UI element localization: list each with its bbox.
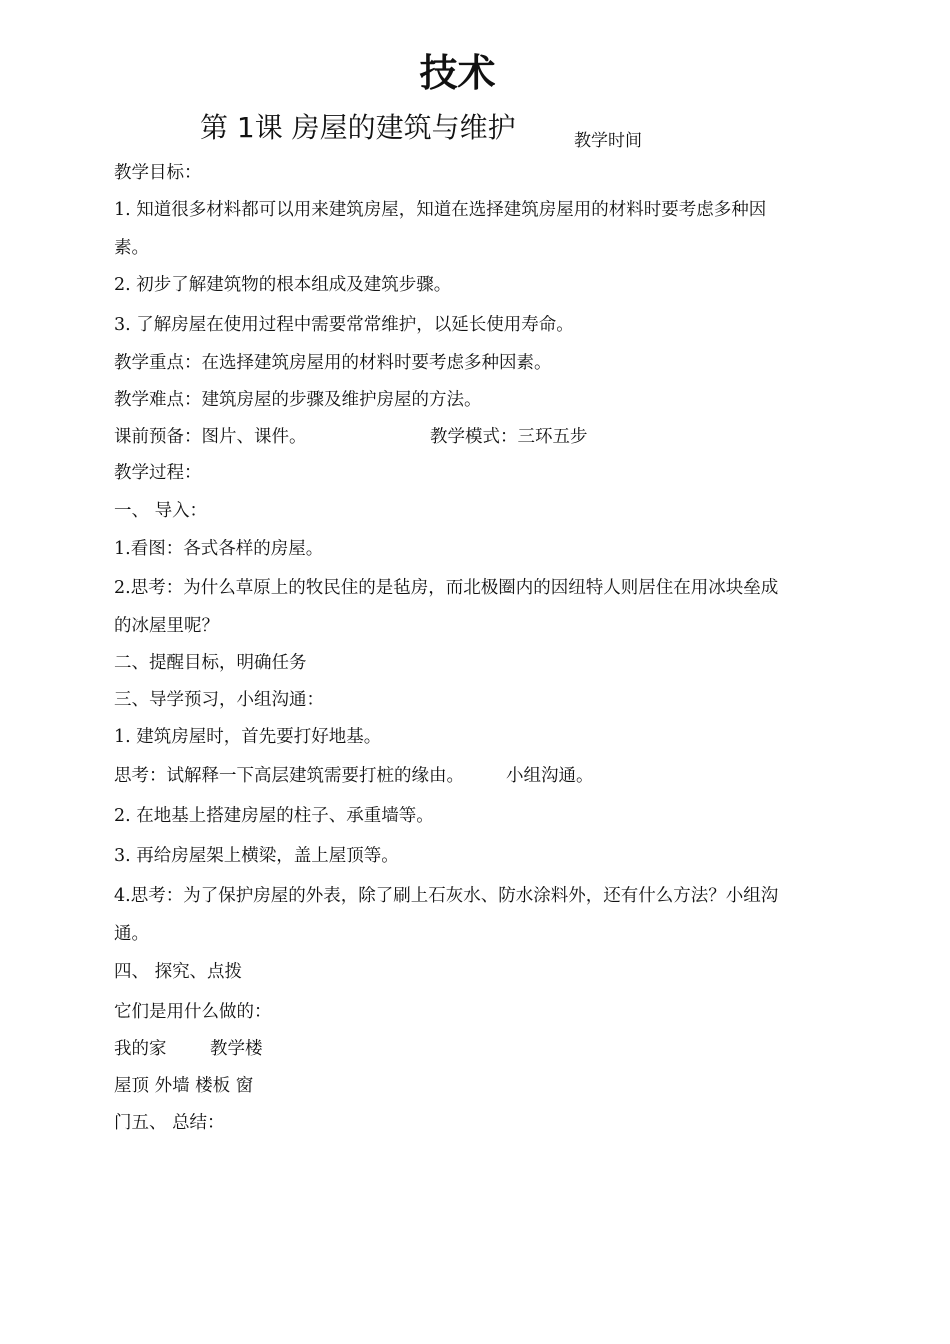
teaching-time-label: 教学时间 [574, 131, 642, 151]
objective-1: 1. 知道很多材料都可以用来建筑房屋，知道在选择建筑房屋用的材料时要考虑多种因 [114, 200, 767, 220]
group-communication: 小组沟通。 [506, 766, 594, 786]
intro-item-1: 1.看图：各式各样的房屋。 [114, 539, 324, 559]
difficult-point: 教学难点：建筑房屋的步骤及维护房屋的方法。 [114, 390, 482, 410]
teaching-mode: 教学模式：三环五步 [430, 427, 588, 447]
build-step-4: 4.思考：为了保护房屋的外表，除了刷上石灰水、防水涂料外，还有什么方法？小组沟 [114, 886, 779, 906]
objectives-heading: 教学目标： [114, 163, 202, 183]
section-4: 四、 探究、点拨 [114, 962, 243, 982]
materials-question: 它们是用什么做的： [114, 1002, 272, 1022]
intro-item-2: 2.思考：为什么草原上的牧民住的是毡房，而北极圈内的因纽特人则居住在用冰块垒成 [114, 578, 779, 598]
section-5-summary: 门五、 总结： [114, 1113, 225, 1133]
section-2: 二、提醒目标，明确任务 [114, 653, 307, 673]
objective-1-cont: 素。 [114, 238, 149, 258]
section-1-intro: 一、 导入： [114, 501, 208, 521]
lesson-title: 第 1课 房屋的建筑与维护 [200, 111, 516, 144]
section-3: 三、导学预习，小组沟通： [114, 690, 324, 710]
document-title: 技术 [419, 51, 496, 95]
build-step-2: 2. 在地基上搭建房屋的柱子、承重墙等。 [114, 806, 434, 826]
preparation: 课前预备：图片、课件。 [114, 427, 307, 447]
objective-2: 2. 初步了解建筑物的根本组成及建筑步骤。 [114, 275, 452, 295]
build-step-1: 1. 建筑房屋时，首先要打好地基。 [114, 727, 382, 747]
objective-3: 3. 了解房屋在使用过程中需要常常维护，以延长使用寿命。 [114, 315, 574, 335]
intro-item-2-cont: 的冰屋里呢？ [114, 616, 219, 636]
teaching-building: 教学楼 [210, 1039, 263, 1059]
house-parts: 屋顶 外墙 楼板 窗 [114, 1076, 254, 1096]
think-piling: 思考：试解释一下高层建筑需要打桩的缘由。 [114, 766, 464, 786]
process-heading: 教学过程： [114, 463, 202, 483]
my-home: 我的家 [114, 1039, 167, 1059]
key-point: 教学重点：在选择建筑房屋用的材料时要考虑多种因素。 [114, 353, 552, 373]
build-step-4-cont: 通。 [114, 924, 149, 944]
build-step-3: 3. 再给房屋架上横梁，盖上屋顶等。 [114, 846, 399, 866]
